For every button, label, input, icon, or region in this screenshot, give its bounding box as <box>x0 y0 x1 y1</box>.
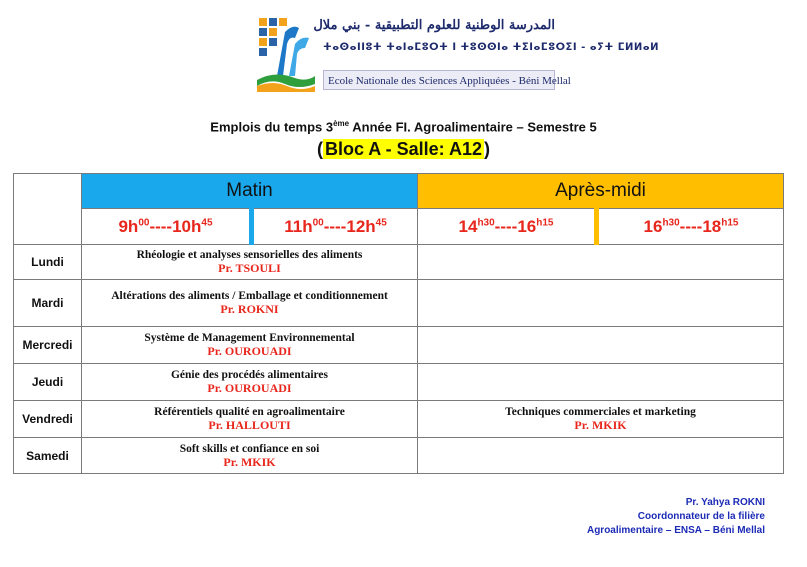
afternoon-session <box>418 327 784 364</box>
school-name-arabic: المدرسة الوطنية للعلوم التطبيقية - بني ملال <box>313 18 555 33</box>
table-row <box>14 438 784 474</box>
coordinator-name: Pr. Yahya ROKNI <box>685 497 765 508</box>
afternoon-session <box>418 245 784 280</box>
day-label: Mardi <box>14 280 82 327</box>
ensa-emblem-icon <box>255 14 317 94</box>
afternoon-session <box>418 280 784 327</box>
professor: Pr. OUROUADI <box>207 381 292 395</box>
period-afternoon: Après-midi <box>418 174 784 209</box>
professor: Pr. TSOULI <box>218 261 281 275</box>
course-title: Rhéologie et analyses sensorielles des aliments <box>136 249 363 261</box>
table-row <box>14 364 784 401</box>
professor: Pr. HALLOUTI <box>208 418 291 432</box>
morning-session <box>82 401 418 438</box>
course-title: Soft skills et confiance en soi <box>179 442 320 455</box>
morning-session <box>82 438 418 474</box>
course-title: Altérations des aliments / Emballage et conditionnement <box>111 290 388 302</box>
school-logo <box>255 14 660 94</box>
afternoon-session <box>418 438 784 474</box>
period-row <box>14 174 784 209</box>
slot-row <box>14 209 784 245</box>
professor: Pr. MKIK <box>574 418 627 432</box>
page-title: Emplois du temps 3ème Année FI. Agroalimentaire – Semestre 5 <box>210 119 597 135</box>
day-label: Vendredi <box>14 401 82 438</box>
room-highlight: Bloc A - Salle: A12 <box>324 139 483 159</box>
coordinator-block <box>587 496 765 538</box>
school-name-tifinagh: ⵜⴰⵙⴰⵏⵏⵓⵜ ⵜⴰⵏⴰⵎⵓⵔⵜ ⵏ ⵜⵓⵙⵙⵏⴰ ⵜⵉⵏⴰⵎⵓⵔⵉⵏ - ⴰⵢⵜ ⵎⵍⵍⴰⵍ <box>323 42 660 53</box>
morning-session <box>82 327 418 364</box>
day-label: Lundi <box>14 245 82 280</box>
coordinator-role: Coordonnateur de la filière <box>637 511 765 522</box>
timetable <box>13 173 784 474</box>
room-subtitle: ( Bloc A - Salle: A12 ) <box>316 139 491 159</box>
professor: Pr. MKIK <box>223 454 276 469</box>
professor: Pr. OUROUADI <box>207 344 292 358</box>
course-title: Système de Management Environnemental <box>144 332 355 344</box>
professor: Pr. ROKNI <box>220 302 279 316</box>
slot-3: $14^{h30}----16^{h15}$ <box>418 209 597 245</box>
slot-2: $11h^{00}----12h^{45}$ <box>252 209 418 245</box>
table-row <box>14 327 784 364</box>
day-label: Samedi <box>14 438 82 474</box>
afternoon-session <box>418 401 784 438</box>
period-morning: Matin <box>82 174 418 209</box>
table-row <box>14 280 784 327</box>
slot-1: $9h^{00}----10h^{45}$ <box>82 209 252 245</box>
course-title: Référentiels qualité en agroalimentaire <box>154 406 345 418</box>
slot-4: $16^{h30}----18^{h15}$ <box>597 209 784 245</box>
school-name-french: Ecole Nationale des Sciences Appliquées - Béni Mellal <box>323 70 555 90</box>
afternoon-session <box>418 364 784 401</box>
day-label: Mercredi <box>14 327 82 364</box>
table-row <box>14 401 784 438</box>
course-title: Génie des procédés alimentaires <box>170 369 329 381</box>
morning-session <box>82 280 418 327</box>
morning-session <box>82 364 418 401</box>
corner-cell <box>14 174 82 245</box>
course-title: Techniques commerciales et marketing <box>505 406 696 418</box>
coordinator-dept: Agroalimentaire – ENSA – Béni Mellal <box>586 525 765 536</box>
day-label: Jeudi <box>14 364 82 401</box>
morning-session <box>82 245 418 280</box>
table-row <box>14 245 784 280</box>
